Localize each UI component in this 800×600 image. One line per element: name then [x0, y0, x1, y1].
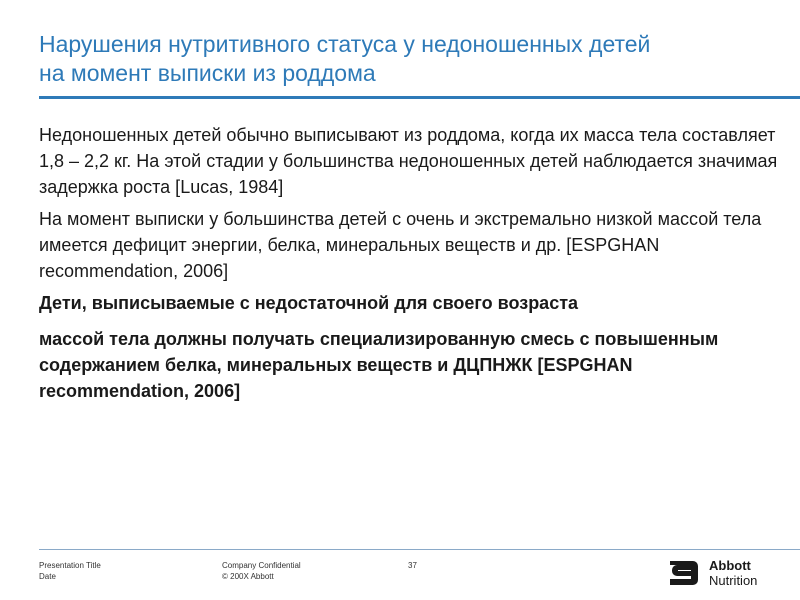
footer-copyright: © 200X Abbott [222, 572, 274, 581]
page-number: 37 [408, 561, 417, 570]
logo-subbrand: Nutrition [709, 573, 758, 588]
footer-middle [222, 560, 301, 582]
slide-body [39, 122, 779, 414]
footer-left [39, 560, 101, 582]
title-line-1: Нарушения нутритивного статуса у недоношенных детей [39, 31, 651, 57]
logo-text [709, 558, 757, 588]
footer-presentation-title: Presentation Title [39, 561, 101, 570]
abbott-logo-icon [667, 558, 701, 588]
logo-brand: Abbott [709, 558, 751, 573]
footer-date: Date [39, 572, 56, 581]
footer-confidential: Company Confidential [222, 561, 301, 570]
bold-paragraph-1: Дети, выписываемые с недостаточной для своего возраста [39, 293, 579, 313]
slide-title [39, 30, 779, 88]
body-paragraph-2: На момент выписки у большинства детей с очень и экстремально низкой массой тела имеется дефицит энергии, белка, минеральных веществ и др. [ESPGHAN recommendation, 2006] [39, 209, 762, 281]
footer-divider [39, 549, 800, 550]
title-line-2: на момент выписки из роддома [39, 60, 376, 86]
body-paragraph-1: Недоношенных детей обычно выписывают из роддома, когда их масса тела составляет 1,8 – 2,2 кг. На этой стадии у большинства недоношенных детей наблюдается значимая задержка роста [Lucas, 1984] [39, 125, 778, 197]
abbott-nutrition-logo [667, 556, 767, 592]
bold-paragraph-2: массой тела должны получать специализированную смесь с повышенным содержанием белка, минеральных веществ и ДЦПНЖК [ESPGHAN recommendation, 2006] [39, 329, 719, 401]
title-divider [39, 96, 800, 99]
